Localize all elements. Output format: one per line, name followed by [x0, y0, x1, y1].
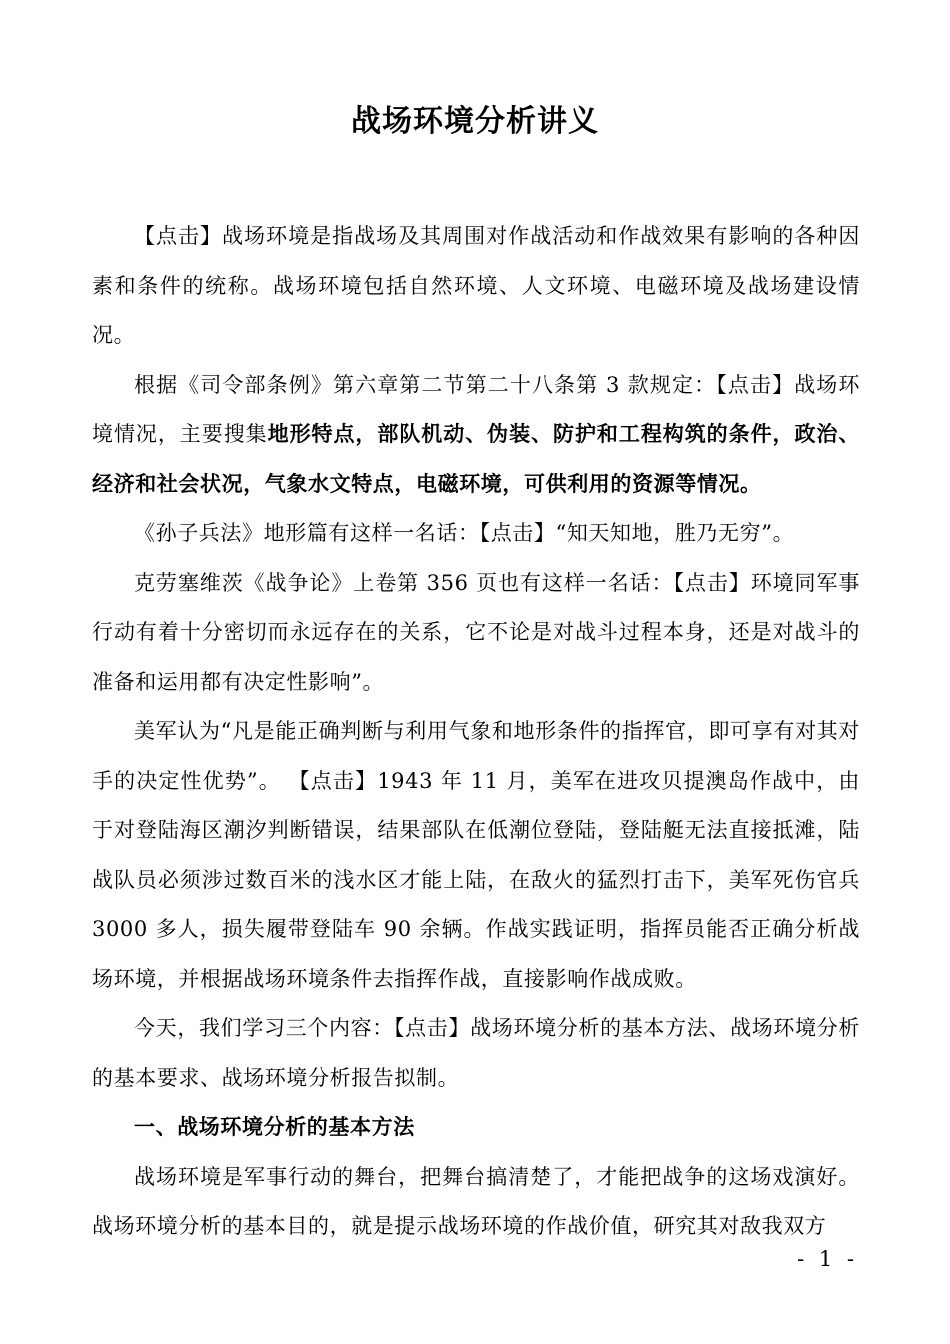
- section-heading-1: 一、战场环境分析的基本方法: [134, 1115, 415, 1139]
- document-body: [92, 212, 860, 1252]
- paragraph-regulation: [92, 361, 860, 510]
- document-title: 战场环境分析讲义: [351, 104, 599, 139]
- paragraph-regulation-text: 根据《司令部条例》第六章第二节第二十八条第 3 款规定：【点击】战场环境情况，主要搜集: [92, 372, 860, 446]
- paragraph-section-intro: 战场环境是军事行动的舞台，把舞台搞清楚了，才能把战争的这场戏演好。战场环境分析的基本目的，就是提示战场环境的作战价值，研究其对敌我双方: [92, 1164, 860, 1238]
- paragraph-sunzi-quote: 《孙子兵法》地形篇有这样一名话：【点击】“知天知地，胜乃无穷”。: [134, 521, 795, 545]
- paragraph-regulation-bold-text: 地形特点，部队机动、伪装、防护和工程构筑的条件，政治、经济和社会状况，气象水文特点，电磁环境，可供利用的资源等情况。: [92, 422, 860, 496]
- page-number: - 1 -: [797, 1247, 858, 1271]
- paragraph-definition: 【点击】战场环境是指战场及其周围对作战活动和作战效果有影响的各种因素和条件的统称。战场环境包括自然环境、人文环境、电磁环境及战场建设情况。: [92, 224, 860, 347]
- paragraph-us-military: 美军认为“凡是能正确判断与利用气象和地形条件的指挥官，即可享有对其对手的决定性优势”。 【点击】1943 年 11 月，美军在进攻贝提澳岛作战中，由于对登陆海区潮汐判断错误，结果部队在低潮位登陆，登陆艇无法直接抵滩，陆战队员必须涉过数百米的浅水区才能上陆，在敌火的猛烈打击下，美军死伤官兵 3000 多人，损失履带登陆车 90 余辆。作战实践证明，指挥员能否正确分析战场环境，并根据战场环境条件去指挥作战，直接影响作战成败。: [92, 719, 860, 991]
- paragraph-clausewitz-quote: 克劳塞维茨《战争论》上卷第 356 页也有这样一名话：【点击】环境同军事行动有着十分密切而永远存在的关系，它不论是对战斗过程本身，还是对战斗的准备和运用都有决定性影响”。: [92, 570, 860, 694]
- paragraph-today-content: 今天，我们学习三个内容：【点击】战场环境分析的基本方法、战场环境分析的基本要求、战场环境分析报告拟制。: [92, 1016, 860, 1090]
